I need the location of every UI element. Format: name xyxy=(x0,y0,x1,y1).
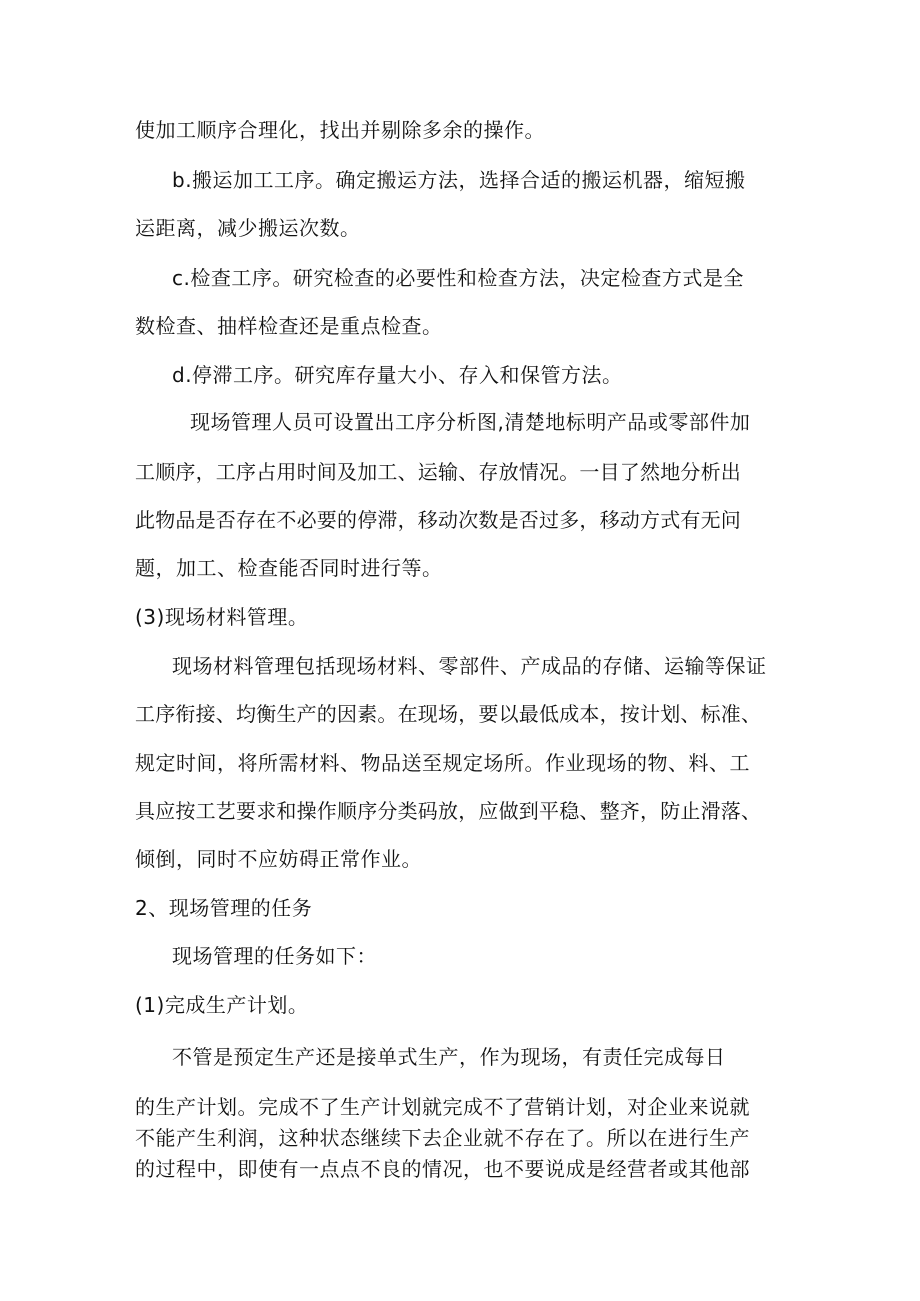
text-line-21: 的生产计划。完成不了生产计划就完成不了营销计划，对企业来说就 xyxy=(135,1095,750,1119)
text-line-18: 现场管理的任务如下： xyxy=(172,944,377,968)
text-line-9: 此物品是否存在不必要的停滞，移动次数是否过多，移动方式有无问 xyxy=(135,508,741,532)
text-line-16: 倾倒，同时不应妨碍正常作业。 xyxy=(135,847,422,871)
text-line-6: d.停滞工序。研究库存量大小、存入和保管方法。 xyxy=(172,363,623,387)
text-line-23: 的过程中，即使有一点点不良的情况，也不要说成是经营者或其他部 xyxy=(135,1157,750,1181)
text-line-15: 具应按工艺要求和操作顺序分类码放，应做到平稳、整齐，防止滑落、 xyxy=(135,799,762,823)
text-line-4: c.检查工序。研究检查的必要性和检查方法，决定检查方式是全 xyxy=(172,266,744,290)
text-line-20: 不管是预定生产还是接单式生产，作为现场，有责任完成每日 xyxy=(172,1045,726,1069)
section-heading-3: (3)现场材料管理。 xyxy=(135,605,309,629)
text-line-8: 工顺序，工序占用时间及加工、运输、存放情况。一目了然地分析出 xyxy=(135,460,741,484)
text-line-14: 规定时间，将所需材料、物品送至规定场所。作业现场的物、料、工 xyxy=(135,751,750,775)
text-line-7: 现场管理人员可设置出工序分析图,清楚地标明产品或零部件加 xyxy=(190,410,751,434)
text-line-13: 工序衔接、均衡生产的因素。在现场，要以最低成本，按计划、标准、 xyxy=(135,702,762,726)
section-heading-2: 2、现场管理的任务 xyxy=(135,896,313,920)
text-line-3: 运距离，减少搬运次数。 xyxy=(135,216,361,240)
text-line-2: b.搬运加工工序。确定搬运方法，选择合适的搬运机器，缩短搬 xyxy=(172,168,746,192)
text-line-5: 数检查、抽样检查还是重点检查。 xyxy=(135,314,443,338)
text-line-22: 不能产生利润，这种状态继续下去企业就不存在了。所以在进行生产 xyxy=(135,1126,750,1150)
section-heading-1: (1)完成生产计划。 xyxy=(135,993,309,1017)
text-line-12: 现场材料管理包括现场材料、零部件、产成品的存储、运输等保证 xyxy=(172,654,767,678)
text-line-10: 题，加工、检查能否同时进行等。 xyxy=(135,556,443,580)
text-line-1: 使加工顺序合理化，找出并剔除多余的操作。 xyxy=(135,118,545,142)
